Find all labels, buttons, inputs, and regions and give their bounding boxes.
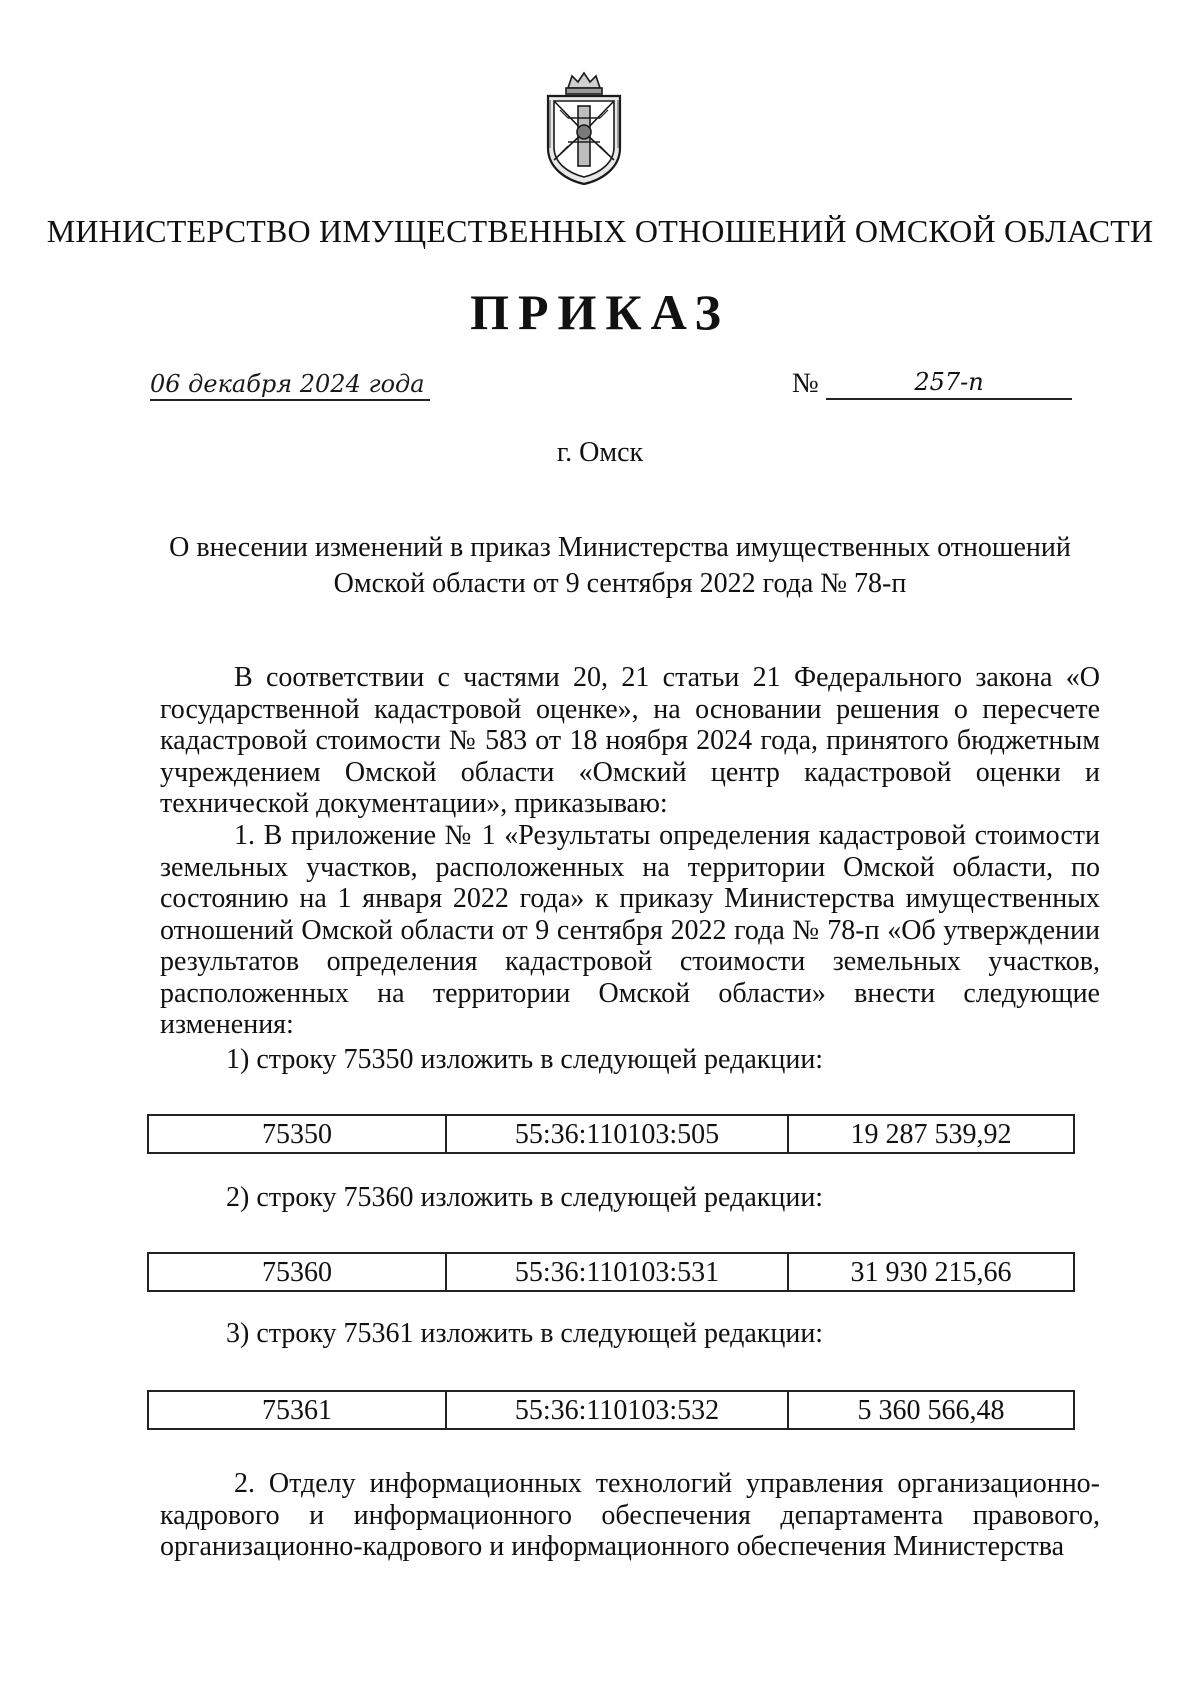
table-row <box>148 1391 1074 1429</box>
order-number-block <box>792 368 1072 408</box>
item-1-paragraph: 1. В приложение № 1 «Результаты определения кадастровой стоимости земельных участков, расположенных на территории Омской области, по состоянию на 1 января 2022 года» к приказу Министерства имущественных отношений Омской области от 9 сентября 2022 года № 78-п «Об утверждении результатов определения кадастровой стоимости земельных участков, расположенных на территории Омской области» внести следующие изменения: <box>160 820 1100 1040</box>
cadastral-value-cell: 5 360 566,48 <box>788 1391 1074 1429</box>
city-label: г. Омск <box>556 437 644 468</box>
cadastral-number-cell: 55:36:110103:505 <box>446 1115 788 1153</box>
document-title: ПРИКАЗ <box>470 284 730 340</box>
cadastral-value-cell: 19 287 539,92 <box>788 1115 1074 1153</box>
cadastral-number-cell: 55:36:110103:531 <box>446 1253 788 1291</box>
item-2-paragraph: 2. Отделу информационных технологий управления организационно-кадрового и информационного обеспечения департамента правового, организационно-кадрового и информационного обеспечения Министерства <box>160 1468 1100 1562</box>
subject-line-1: О внесении изменений в приказ Министерства имущественных отношений <box>169 532 1071 563</box>
coat-of-arms-emblem <box>538 70 630 188</box>
cadastral-number-cell: 55:36:110103:532 <box>446 1391 788 1429</box>
table-row <box>148 1253 1074 1291</box>
cadastral-value-cell: 31 930 215,66 <box>788 1253 1074 1291</box>
order-date-handwritten: 06 декабря 2024 года <box>150 370 430 401</box>
order-number-handwritten: 257-п <box>826 368 1072 400</box>
amended-row-table-3 <box>147 1390 1075 1430</box>
sub-item-3: 3) строку 75361 изложить в следующей редакции: <box>226 1318 824 1349</box>
amended-row-table-1 <box>147 1114 1075 1154</box>
row-number-cell: 75360 <box>148 1253 446 1291</box>
row-number-cell: 75350 <box>148 1115 446 1153</box>
amended-row-table-2 <box>147 1252 1075 1292</box>
sub-item-1: 1) строку 75350 изложить в следующей редакции: <box>226 1044 824 1075</box>
subject-line-2: Омской области от 9 сентября 2022 года № 78-п <box>333 568 907 599</box>
table-row <box>148 1115 1074 1153</box>
number-sign: № <box>792 368 819 399</box>
sub-item-2: 2) строку 75360 изложить в следующей редакции: <box>226 1182 824 1213</box>
preamble-paragraph: В соответствии с частями 20, 21 статьи 21 Федерального закона «О государственной кадастровой оценке», на основании решения о пересчете кадастровой стоимости № 583 от 18 ноября 2024 года, принятого бюджетным учреждением Омской области «Омский центр кадастровой оценки и технической документации», приказываю: <box>160 662 1100 819</box>
row-number-cell: 75361 <box>148 1391 446 1429</box>
ministry-name: МИНИСТЕРСТВО ИМУЩЕСТВЕННЫХ ОТНОШЕНИЙ ОМСКОЙ ОБЛАСТИ <box>46 213 1154 249</box>
order-subject <box>150 530 1090 602</box>
